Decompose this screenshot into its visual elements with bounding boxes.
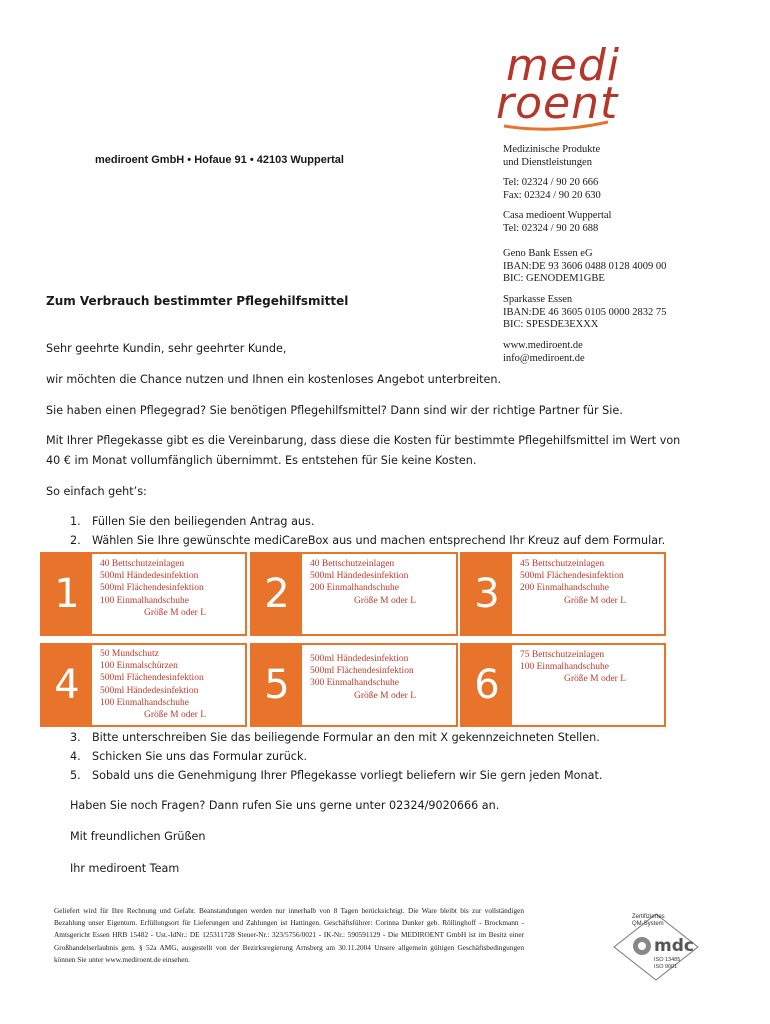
legal-footer: Geliefert wird für Ihre Rechnung und Gefahr. Beanstandungen werden nur innerhalb von 8 Tagen berücksichtigt. Die Ware bleibt bis zur vollständigen Bezahlung unser Eigentum. Erfüllungsort für Lieferungen und Zahlungen ist Hattingen. Geschäftsführer: Corinna Dunker geb. Röllinghoff - Brockmann - Amtsgericht Essen HRB 15482 - Ust.-IdNr.: DE 125311728 Steuer-Nr.: 323/5756/0021 - IK-Nr.: 590591129 - Die MEDIROENT GmbH ist im Besitz einer Großhandelserlaubnis gem. § 52a AMG, ausgestellt von der Bezirksregierung Arnsberg am 30.11.2004 Unsere allgemein gültigen Geschäftsbedingungen können Sie unter www.mediroent.de einsehen. bbox=[54, 906, 524, 964]
company-casa: Casa medioent Wuppertal Tel: 02324 / 90 20 688 bbox=[503, 210, 612, 234]
box-contents: 75 Bettschutzeinlagen 100 Einmalhandschuhe Größe M oder L bbox=[520, 650, 626, 685]
step-item: 5. Sobald uns die Genehmigung Ihrer Pflegekasse vorliegt beliefern wir Sie gern jeden Monat. bbox=[70, 769, 603, 782]
cert-standards: ISO 13485 ISO 9001 bbox=[654, 957, 681, 970]
box-number: 1 bbox=[42, 554, 92, 634]
carebox-option-5 bbox=[250, 643, 458, 727]
signature: Ihr mediroent Team bbox=[70, 862, 180, 875]
closing-greeting: Mit freundlichen Grüßen bbox=[70, 830, 206, 843]
carebox-option-6 bbox=[460, 643, 666, 727]
company-web bbox=[503, 340, 585, 365]
website-link[interactable]: www.mediroent.de bbox=[503, 340, 583, 351]
certification-badge bbox=[612, 912, 700, 982]
salutation: Sehr geehrte Kundin, sehr geehrter Kunde, bbox=[46, 342, 287, 355]
carebox-option-4 bbox=[40, 643, 247, 727]
cert-brand: mdc bbox=[654, 936, 694, 956]
box-number: 3 bbox=[462, 554, 512, 634]
paragraph-howto: So einfach geht’s: bbox=[46, 485, 147, 498]
carebox-option-3 bbox=[460, 552, 666, 636]
box-contents: 45 Bettschutzeinlagen 500ml Flächendesinfektion 200 Einmalhandschuhe Größe M oder L bbox=[520, 559, 626, 606]
logo-swoosh-icon bbox=[500, 118, 612, 132]
box-contents: 500ml Händedesinfektion 500ml Flächendesinfektion 300 Einmalhandschuhe Größe M oder L bbox=[310, 654, 416, 701]
paragraph-question: Sie haben einen Pflegegrad? Sie benötigen Pflegehilfsmittel? Dann sind wir der richtige Partner für Sie. bbox=[46, 404, 623, 417]
paragraph-questions: Haben Sie noch Fragen? Dann rufen Sie uns gerne unter 02324/9020666 an. bbox=[70, 799, 500, 812]
box-contents: 40 Bettschutzeinlagen 500ml Händedesinfektion 500ml Flächendesinfektion 100 Einmalhandschuhe Größe M oder L bbox=[100, 559, 206, 618]
sender-address: mediroent GmbH • Hofaue 91 • 42103 Wuppertal bbox=[95, 154, 344, 166]
company-logo bbox=[494, 40, 624, 140]
email-link[interactable]: info@mediroent.de bbox=[503, 352, 585, 364]
step-item: 4. Schicken Sie uns das Formular zurück. bbox=[70, 750, 307, 763]
box-number: 5 bbox=[252, 645, 302, 725]
box-number: 6 bbox=[462, 645, 512, 725]
logo-text-line1: medi bbox=[506, 40, 621, 91]
step-item: 2. Wählen Sie Ihre gewünschte mediCareBox aus und machen entsprechend Ihr Kreuz auf dem Formular. bbox=[70, 534, 666, 547]
step-item: 1. Füllen Sie den beiliegenden Antrag aus. bbox=[70, 515, 315, 528]
box-contents: 50 Mundschutz 100 Einmalschürzen 500ml Flächendesinfektion 500ml Händedesinfektion 100 Einmalhandschuhe Größe M oder L bbox=[100, 649, 206, 721]
logo-text-line2: roent bbox=[496, 78, 619, 129]
paragraph-intro: wir möchten die Chance nutzen und Ihnen ein kostenloses Angebot unterbreiten. bbox=[46, 373, 502, 386]
box-number: 2 bbox=[252, 554, 302, 634]
bank-sparkasse: Sparkasse Essen IBAN:DE 46 3605 0105 0000 2832 75 BIC: SPESDE3EXXX bbox=[503, 294, 667, 330]
box-number: 4 bbox=[42, 645, 92, 725]
letter-subject: Zum Verbrauch bestimmter Pflegehilfsmittel bbox=[46, 294, 349, 308]
company-tagline: Medizinische Produkte und Dienstleistungen bbox=[503, 144, 601, 168]
step-item: 3. Bitte unterschreiben Sie das beiliegende Formular an den mit X gekennzeichneten Stellen. bbox=[70, 731, 600, 744]
paragraph-agreement-1: Mit Ihrer Pflegekasse gibt es die Vereinbarung, dass diese die Kosten für bestimmte Pflegehilfsmittel im Wert von bbox=[46, 434, 681, 447]
company-contact: Tel: 02324 / 90 20 666 Fax: 02324 / 90 20 630 bbox=[503, 177, 601, 201]
box-contents: 40 Bettschutzeinlagen 500ml Händedesinfektion 200 Einmalhandschuhe Größe M oder L bbox=[310, 559, 416, 606]
cert-label: Zertifiziertes QM-System bbox=[632, 914, 665, 927]
paragraph-agreement-2: 40 € im Monat vollumfänglich übernimmt. Es entstehen für Sie keine Kosten. bbox=[46, 454, 477, 467]
carebox-option-1 bbox=[40, 552, 247, 636]
bank-geno: Geno Bank Essen eG IBAN:DE 93 3606 0488 0128 4009 00 BIC: GENODEM1GBE bbox=[503, 248, 667, 284]
carebox-option-2 bbox=[250, 552, 458, 636]
